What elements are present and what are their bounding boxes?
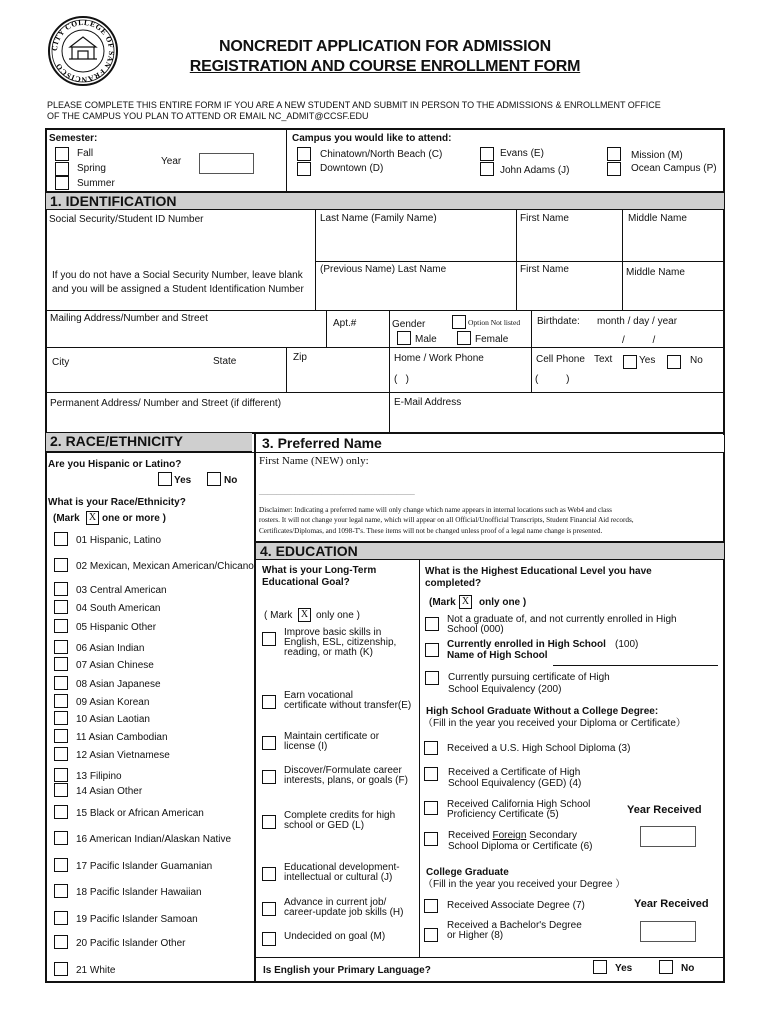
- goal-option-label-line: school or GED (L): [284, 820, 365, 831]
- cell-phone-parens[interactable]: ( ): [535, 374, 570, 385]
- ssn-note-line2: and you will be assigned a Student Identification Number: [52, 284, 304, 295]
- campus-chinatown-label: Chinatown/North Beach (C): [320, 149, 443, 160]
- hs-foreign-checkbox[interactable]: [424, 832, 438, 846]
- text-yes-label: Yes: [639, 355, 656, 366]
- race-option-label: 07 Asian Chinese: [76, 660, 154, 671]
- hs-diploma-checkbox[interactable]: [424, 741, 438, 755]
- previous-middle-name-label: Middle Name: [626, 267, 685, 278]
- gender-female-checkbox[interactable]: [457, 331, 471, 345]
- email-label: E-Mail Address: [394, 397, 462, 408]
- race-option-label: 14 Asian Other: [76, 786, 143, 797]
- ssn-label: Social Security/Student ID Number: [49, 214, 204, 225]
- semester-fall-checkbox[interactable]: [55, 147, 69, 161]
- gender-not-listed-checkbox[interactable]: [452, 315, 466, 329]
- race-header: 2. RACE/ETHNICITY: [46, 433, 252, 452]
- race-option-checkbox[interactable]: [54, 711, 68, 725]
- race-option-label: 18 Pacific Islander Hawaiian: [76, 887, 202, 898]
- mailing-address-input[interactable]: [48, 326, 324, 345]
- state-label: State: [213, 356, 237, 367]
- goal-option-label-line: certificate without transfer(E): [284, 700, 412, 711]
- race-option-checkbox[interactable]: [54, 532, 68, 546]
- preferred-first-name-label: First Name (NEW) only:: [259, 455, 369, 467]
- race-option-label: 13 Filipino: [76, 771, 122, 782]
- hs-foreign-line1-text: Received Foreign Secondary: [448, 830, 577, 841]
- hs-ged-line2: School Equivalency (GED) (4): [448, 778, 582, 789]
- home-phone-label: Home / Work Phone: [394, 353, 484, 364]
- level-question-line2: completed?: [425, 578, 482, 589]
- campus-evans-checkbox[interactable]: [480, 147, 494, 161]
- home-phone-parens[interactable]: ( ): [394, 374, 409, 385]
- campus-downtown-label: Downtown (D): [320, 163, 384, 174]
- race-option-checkbox[interactable]: [54, 600, 68, 614]
- previous-middle-name-input[interactable]: [624, 280, 722, 308]
- goal-option-label-line: Improve basic skills in: [284, 627, 382, 638]
- goal-option-label-line: Earn vocational: [284, 690, 353, 701]
- semester-spring-checkbox[interactable]: [55, 162, 69, 176]
- level-pursuing-line2: School Equivalency (200): [448, 684, 562, 695]
- previous-first-name-label: First Name: [520, 264, 569, 275]
- city-input[interactable]: [48, 368, 208, 390]
- gender-label: Gender: [392, 319, 426, 330]
- zip-label: Zip: [293, 352, 307, 363]
- zip-input[interactable]: [288, 365, 387, 390]
- instructions-line2: OF THE CAMPUS YOU PLAN TO ATTEND OR EMAIL NC_ADMIT@CCSF.EDU: [47, 111, 369, 121]
- goal-option-label-line: Undecided on goal (M): [284, 931, 386, 942]
- disclaimer-line2: rosters. It will not change your legal name, which will appear on all Official/Unofficial Transcripts, Student Financial Aid records,: [259, 516, 634, 524]
- hs-ged-line1: Received a Certificate of High: [448, 767, 581, 778]
- previous-last-name-input[interactable]: [317, 278, 514, 308]
- race-option-label: 04 South American: [76, 603, 161, 614]
- level-mark-x: X: [459, 595, 472, 609]
- hispanic-yes-checkbox[interactable]: [158, 472, 172, 486]
- race-option-checkbox[interactable]: [54, 694, 68, 708]
- college-note: （Fill in the year you received your Degree ）: [423, 879, 626, 890]
- race-option-checkbox[interactable]: [54, 640, 68, 654]
- state-input[interactable]: [211, 368, 284, 390]
- english-question: Is English your Primary Language?: [263, 965, 431, 976]
- campus-ocean-checkbox[interactable]: [607, 162, 621, 176]
- english-yes-checkbox[interactable]: [593, 960, 607, 974]
- race-option-label: 05 Hispanic Other: [76, 622, 157, 633]
- birthdate-label: Birthdate:: [537, 316, 580, 327]
- race-option-label: 03 Central American: [76, 585, 167, 596]
- race-option-label: 15 Black or African American: [76, 808, 204, 819]
- apt-label: Apt.#: [333, 318, 357, 329]
- goal-option-label-line: interests, plans, or goals (F): [284, 775, 408, 786]
- gender-female-label: Female: [475, 334, 509, 345]
- english-no-label: No: [681, 963, 695, 974]
- goal-option-checkbox[interactable]: [262, 695, 276, 709]
- race-option-label: 20 Pacific Islander Other: [76, 938, 186, 949]
- level-mark-prefix: (Mark: [429, 597, 456, 608]
- gender-male-label: Male: [415, 334, 437, 345]
- college-year-received-input[interactable]: [640, 921, 696, 942]
- race-option-checkbox[interactable]: [54, 935, 68, 949]
- race-option-checkbox[interactable]: [54, 657, 68, 671]
- hs-proficiency-line2: Proficiency Certificate (5): [447, 809, 559, 820]
- goal-option-label-line: Discover/Formulate career: [284, 765, 402, 776]
- form-title-line2: REGISTRATION AND COURSE ENROLLMENT FORM: [189, 58, 581, 75]
- race-option-label: 12 Asian Vietnamese: [76, 750, 170, 761]
- first-name-label: First Name: [520, 213, 569, 224]
- college-header: College Graduate: [426, 867, 509, 878]
- english-no-checkbox[interactable]: [659, 960, 673, 974]
- birthdate-input[interactable]: [590, 330, 720, 345]
- race-option-checkbox[interactable]: [54, 884, 68, 898]
- college-bachelor-line2: or Higher (8): [447, 930, 504, 941]
- semester-spring-label: Spring: [77, 163, 106, 174]
- hs-year-received-input[interactable]: [640, 826, 696, 847]
- race-option-label: 10 Asian Laotian: [76, 714, 150, 725]
- race-mark-x: X: [86, 511, 99, 525]
- race-option-label: 02 Mexican, Mexican American/Chicano: [76, 561, 254, 572]
- text-no-label: No: [690, 355, 703, 366]
- college-bachelor-checkbox[interactable]: [424, 928, 438, 942]
- previous-first-name-input[interactable]: [518, 278, 620, 308]
- hispanic-question: Are you Hispanic or Latino?: [48, 459, 182, 470]
- form-title-line1: NONCREDIT APPLICATION FOR ADMISSION: [219, 38, 551, 55]
- hs-proficiency-line1: Received California High School: [447, 799, 591, 810]
- birthdate-slashes: / /: [622, 335, 656, 346]
- goal-option-label-line: reading, or math (K): [284, 647, 373, 658]
- race-option-checkbox[interactable]: [54, 729, 68, 743]
- goal-option-label-line: Complete credits for high: [284, 810, 396, 821]
- race-option-label: 16 American Indian/Alaskan Native: [76, 834, 232, 845]
- level-question-line1: What is the Highest Educational Level you have: [425, 566, 652, 577]
- goal-option-label-line: career-update job skills (H): [284, 907, 404, 918]
- level-currently-enrolled-code: (100): [615, 639, 639, 650]
- last-name-input[interactable]: [317, 226, 514, 259]
- race-option-checkbox[interactable]: [54, 768, 68, 782]
- campus-john-adams-label: John Adams (J): [500, 165, 570, 176]
- campus-label: Campus you would like to attend:: [292, 133, 452, 144]
- text-yes-checkbox[interactable]: [623, 355, 637, 369]
- race-option-label: 09 Asian Korean: [76, 697, 150, 708]
- email-input[interactable]: [392, 410, 722, 430]
- permanent-address-input[interactable]: [48, 410, 387, 430]
- goal-option-checkbox[interactable]: [262, 770, 276, 784]
- gender-male-checkbox[interactable]: [397, 331, 411, 345]
- goal-option-checkbox[interactable]: [262, 736, 276, 750]
- preferred-name-blank-line: ___________________________________: [259, 486, 415, 495]
- seal-text: CITY COLLEGE OF SAN FRANCISCO: [49, 17, 117, 85]
- hs-ged-checkbox[interactable]: [424, 767, 438, 781]
- year-input[interactable]: [199, 153, 254, 174]
- text-label: Text: [594, 354, 613, 365]
- education-header: 4. EDUCATION: [256, 541, 724, 560]
- permanent-address-label: Permanent Address/ Number and Street (if different): [50, 398, 282, 409]
- race-option-label: 08 Asian Japanese: [76, 679, 161, 690]
- goal-question-line2: Educational Goal?: [262, 577, 350, 588]
- race-option-label: 01 Hispanic, Latino: [76, 535, 162, 546]
- goal-option-label-line: intellectual or cultural (J): [284, 872, 393, 883]
- level-pursuing-checkbox[interactable]: [425, 671, 439, 685]
- level-not-graduate-checkbox[interactable]: [425, 617, 439, 631]
- hs-foreign-line2: School Diploma or Certificate (6): [448, 841, 593, 852]
- text-no-checkbox[interactable]: [667, 355, 681, 369]
- level-mark-suffix: only one ): [479, 597, 527, 608]
- instructions-line1: PLEASE COMPLETE THIS ENTIRE FORM IF YOU ARE A NEW STUDENT AND SUBMIT IN PERSON TO THE ADMISSIONS & ENROLLMENT OFFICE: [47, 100, 661, 110]
- hispanic-no-label: No: [224, 475, 238, 486]
- goal-mark-prefix: ( Mark: [264, 610, 293, 621]
- race-option-checkbox[interactable]: [54, 831, 68, 845]
- semester-fall-label: Fall: [77, 148, 94, 159]
- ssn-note-line1: If you do not have a Social Security Number, leave blank: [52, 270, 303, 281]
- race-option-checkbox[interactable]: [54, 747, 68, 761]
- middle-name-label: Middle Name: [628, 213, 687, 224]
- race-mark-suffix: one or more ): [102, 513, 166, 524]
- city-label: City: [52, 357, 70, 368]
- race-option-checkbox[interactable]: [54, 858, 68, 872]
- race-mark-prefix: (Mark: [53, 513, 80, 524]
- hs-year-received-label: Year Received: [627, 804, 702, 816]
- campus-evans-label: Evans (E): [500, 148, 544, 159]
- race-option-checkbox[interactable]: [54, 911, 68, 925]
- race-option-label: 11 Asian Cambodian: [76, 732, 168, 743]
- goal-option-checkbox[interactable]: [262, 867, 276, 881]
- middle-name-input[interactable]: [624, 226, 722, 259]
- race-option-checkbox[interactable]: [54, 558, 68, 572]
- race-option-checkbox[interactable]: [54, 805, 68, 819]
- goal-option-label-line: English, ESL, citizenship,: [284, 637, 397, 648]
- identification-header: 1. IDENTIFICATION: [46, 191, 724, 210]
- disclaimer-line3: Certificates/Diplomas, and 1098-T's. These items will not be changed unless proof of a legal name change is presented.: [259, 527, 603, 535]
- goal-option-checkbox[interactable]: [262, 632, 276, 646]
- college-bachelor-line1: Received a Bachelor's Degree: [447, 920, 582, 931]
- semester-label: Semester:: [49, 133, 98, 144]
- race-option-checkbox[interactable]: [54, 676, 68, 690]
- goal-mark-suffix: only one ): [316, 610, 360, 621]
- hispanic-no-checkbox[interactable]: [207, 472, 221, 486]
- preferred-name-header: 3. Preferred Name: [258, 435, 724, 452]
- disclaimer-line1: Disclaimer: Indicating a preferred name will only change which name appears in internal locations such as Web4 and class: [259, 506, 612, 514]
- level-not-graduate-line2: School (000): [447, 624, 504, 635]
- campus-john-adams-checkbox[interactable]: [480, 162, 494, 176]
- year-label: Year: [161, 156, 182, 167]
- hs-foreign-line1: [448, 830, 577, 841]
- goal-option-label-line: Maintain certificate or: [284, 731, 380, 742]
- level-not-graduate-line1: Not a graduate of, and not currently enrolled in High: [447, 614, 677, 625]
- level-pursuing-line1: Currently pursuing certificate of High: [448, 672, 610, 683]
- college-associate-checkbox[interactable]: [424, 899, 438, 913]
- hs-graduate-note: （Fill in the year you received your Diploma or Certificate）: [423, 718, 686, 729]
- english-yes-label: Yes: [615, 963, 633, 974]
- campus-mission-label: Mission (M): [631, 150, 683, 161]
- cell-phone-label: Cell Phone: [536, 354, 585, 365]
- ssn-input[interactable]: [49, 228, 311, 264]
- semester-summer-label: Summer: [77, 178, 115, 189]
- race-option-label: 17 Pacific Islander Guamanian: [76, 861, 213, 872]
- hispanic-yes-label: Yes: [174, 475, 192, 486]
- goal-option-label-line: Educational development-: [284, 862, 400, 873]
- college-associate-label: Received Associate Degree (7): [447, 900, 585, 911]
- mailing-address-label: Mailing Address/Number and Street: [50, 313, 208, 324]
- race-option-checkbox[interactable]: [54, 783, 68, 797]
- birthdate-format: month / day / year: [597, 316, 678, 327]
- campus-ocean-label: Ocean Campus (P): [631, 163, 717, 174]
- goal-option-label-line: Advance in current job/: [284, 897, 387, 908]
- race-option-checkbox[interactable]: [54, 962, 68, 976]
- gender-not-listed-label: Option Not listed: [468, 318, 521, 327]
- goal-option-label-line: license (I): [284, 741, 328, 752]
- level-currently-enrolled-checkbox[interactable]: [425, 643, 439, 657]
- goal-option-checkbox[interactable]: [262, 815, 276, 829]
- goal-option-checkbox[interactable]: [262, 902, 276, 916]
- race-option-label: 21 White: [76, 965, 116, 976]
- semester-summer-checkbox[interactable]: [55, 176, 69, 190]
- goal-mark-x: X: [298, 608, 311, 622]
- race-option-label: 06 Asian Indian: [76, 643, 145, 654]
- previous-last-name-label: (Previous Name) Last Name: [320, 264, 447, 275]
- first-name-input[interactable]: [518, 226, 620, 259]
- race-question: What is your Race/Ethnicity?: [48, 497, 186, 508]
- race-option-label: 19 Pacific Islander Samoan: [76, 914, 198, 925]
- race-option-checkbox[interactable]: [54, 582, 68, 596]
- hs-diploma-label: Received a U.S. High School Diploma (3): [447, 743, 631, 754]
- level-high-school-name-label: Name of High School: [447, 650, 548, 661]
- last-name-label: Last Name (Family Name): [320, 213, 437, 224]
- level-currently-enrolled-line1: Currently enrolled in High School: [447, 639, 606, 650]
- hs-graduate-header: High School Graduate Without a College Degree:: [426, 706, 659, 717]
- race-option-checkbox[interactable]: [54, 619, 68, 633]
- apt-input[interactable]: [328, 330, 387, 345]
- college-year-received-label: Year Received: [634, 898, 709, 910]
- campus-mission-checkbox[interactable]: [607, 147, 621, 161]
- goal-question-line1: What is your Long-Term: [262, 565, 377, 576]
- campus-downtown-checkbox[interactable]: [297, 162, 311, 176]
- high-school-name-input[interactable]: [553, 665, 718, 666]
- hs-proficiency-checkbox[interactable]: [424, 801, 438, 815]
- goal-option-checkbox[interactable]: [262, 932, 276, 946]
- campus-chinatown-checkbox[interactable]: [297, 147, 311, 161]
